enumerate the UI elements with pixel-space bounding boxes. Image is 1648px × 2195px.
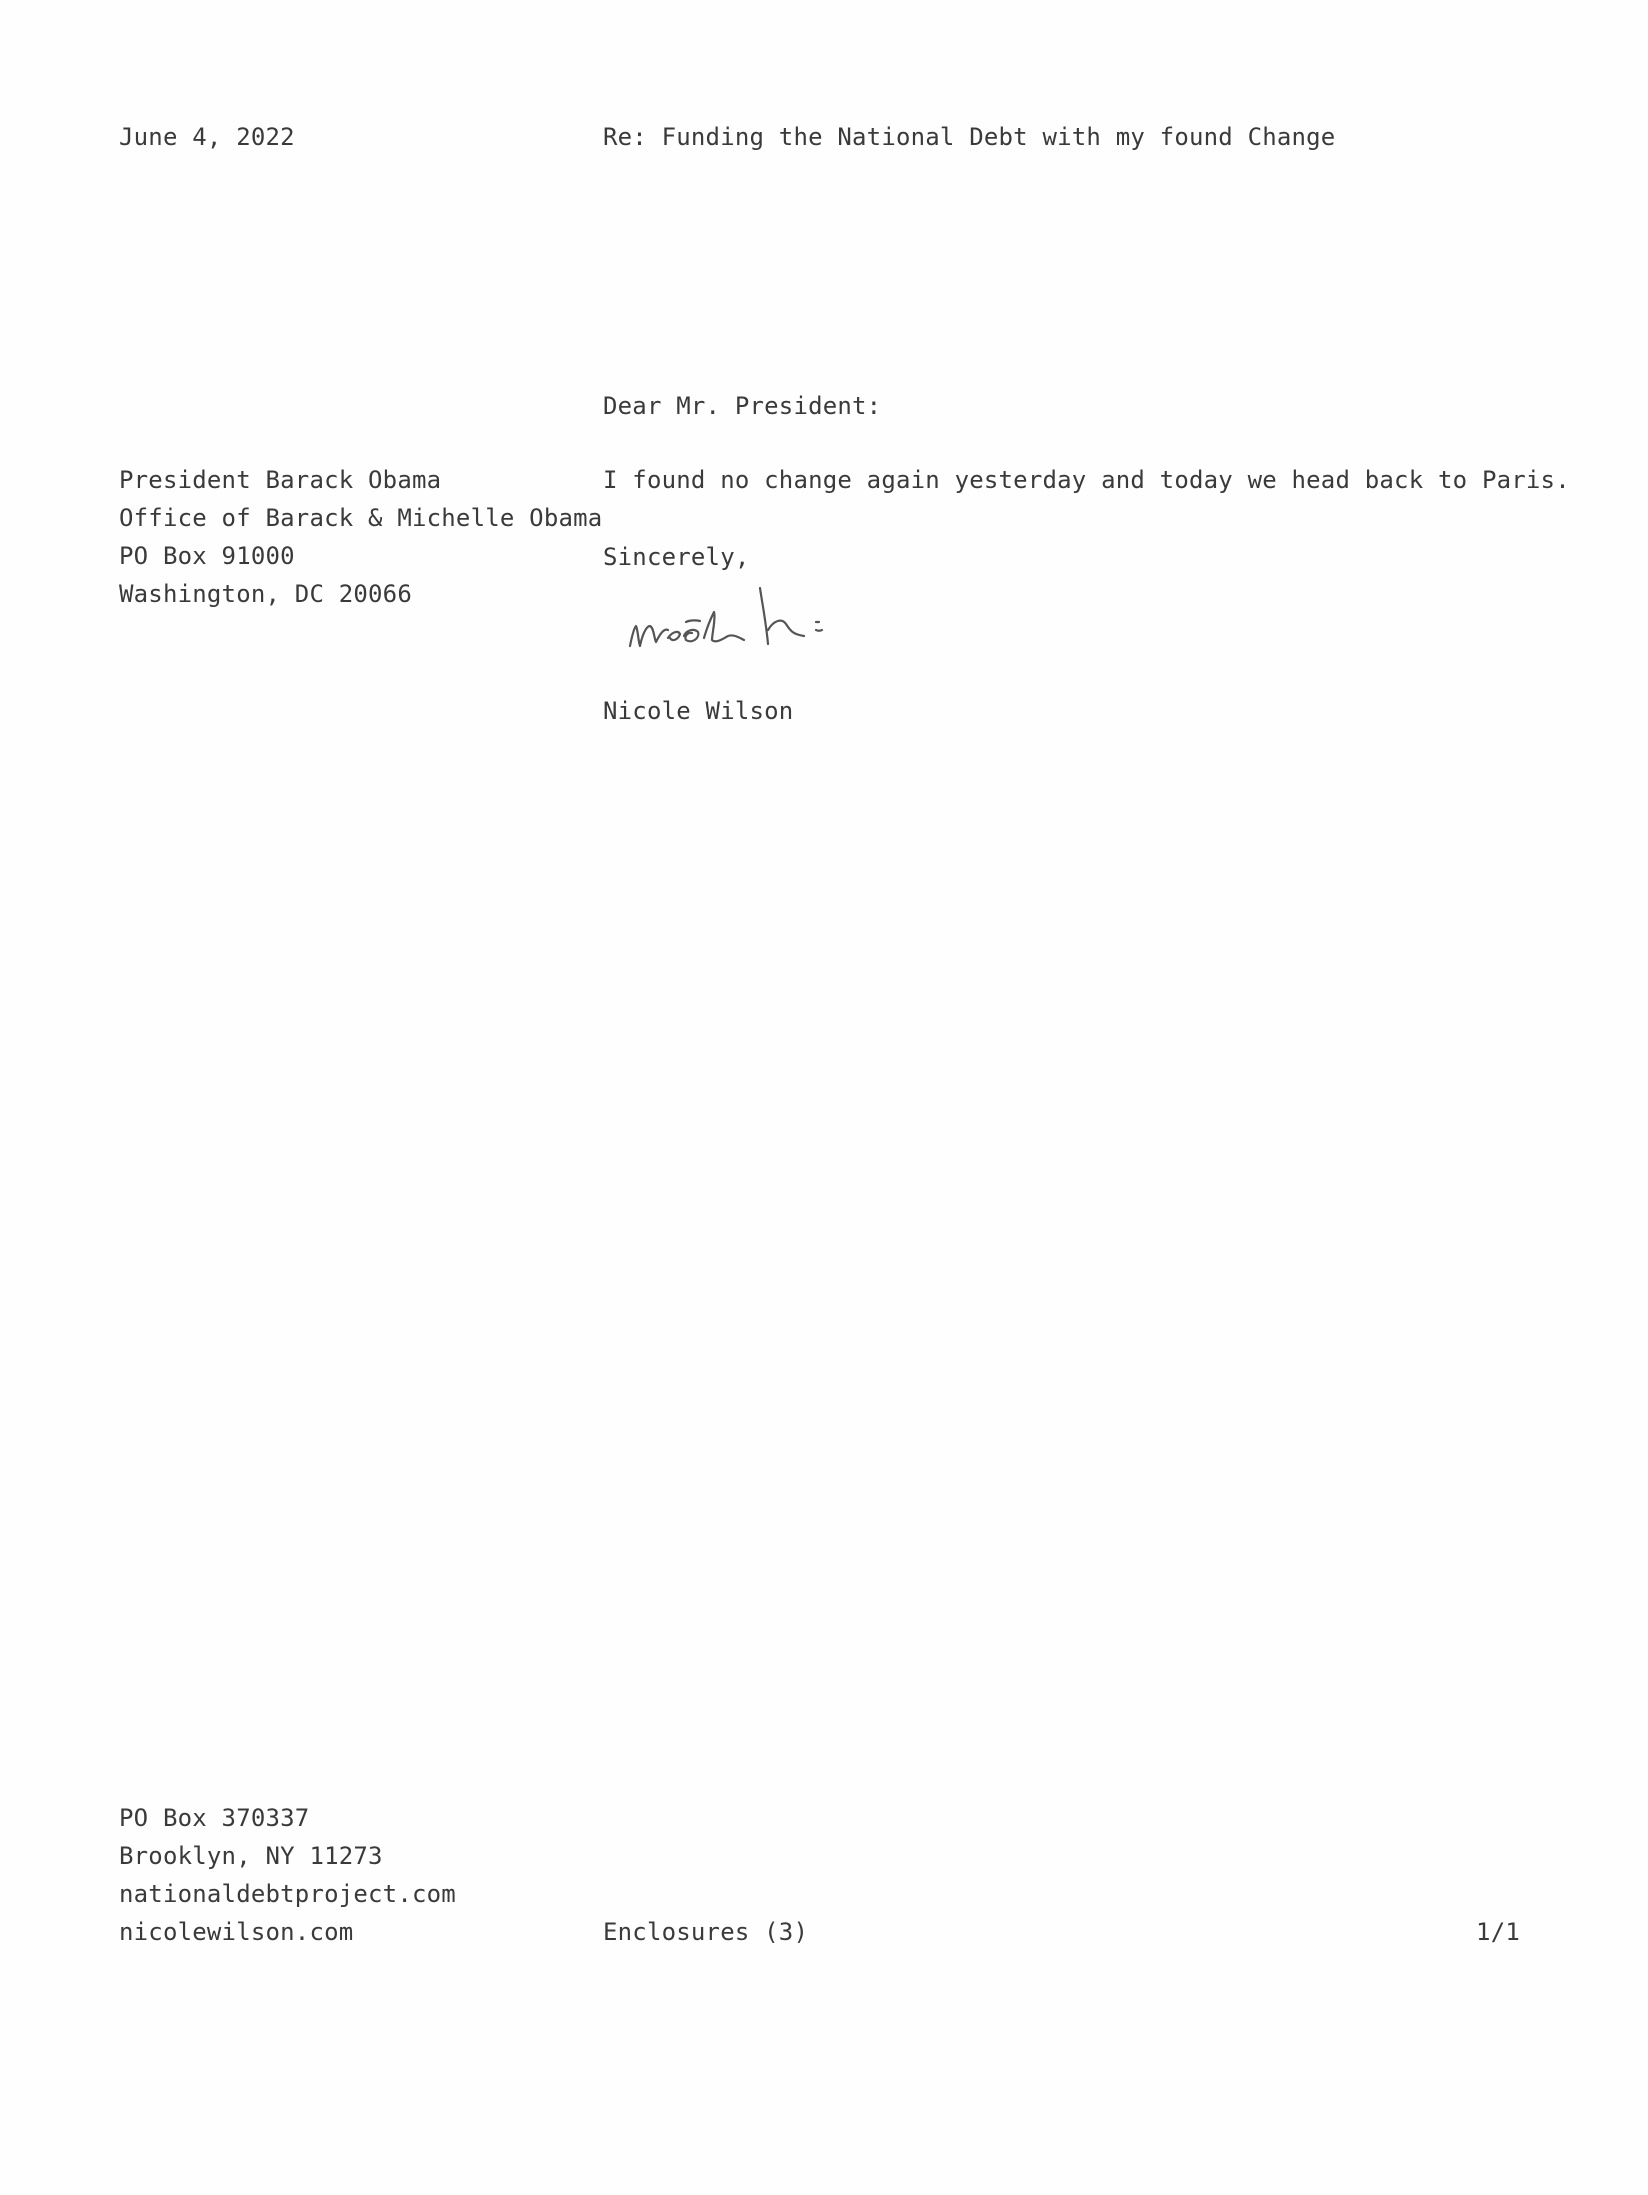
signer-name: Nicole Wilson xyxy=(603,697,794,725)
recipient-line: Washington, DC 20066 xyxy=(119,580,412,608)
letter-date: June 4, 2022 xyxy=(119,123,295,151)
sender-address xyxy=(119,1799,456,1951)
sender-website-link[interactable]: nationaldebtproject.com xyxy=(119,1880,456,1908)
handwritten-signature xyxy=(620,578,900,658)
recipient-line: President Barack Obama xyxy=(119,466,442,494)
salutation: Dear Mr. President: xyxy=(603,392,882,420)
enclosures-note: Enclosures (3) xyxy=(603,1918,809,1946)
sender-line: PO Box 370337 xyxy=(119,1804,310,1832)
recipient-line: PO Box 91000 xyxy=(119,542,295,570)
letter-subject: Re: Funding the National Debt with my found Change xyxy=(603,123,1336,151)
closing: Sincerely, xyxy=(603,543,750,571)
page-number: 1/1 xyxy=(1476,1918,1520,1946)
sender-line: Brooklyn, NY 11273 xyxy=(119,1842,383,1870)
sender-website-link[interactable]: nicolewilson.com xyxy=(119,1918,354,1946)
recipient-line: Office of Barack & Michelle Obama xyxy=(119,504,603,532)
recipient-address xyxy=(119,461,602,613)
letter-body: I found no change again yesterday and today we head back to Paris. xyxy=(603,466,1570,494)
